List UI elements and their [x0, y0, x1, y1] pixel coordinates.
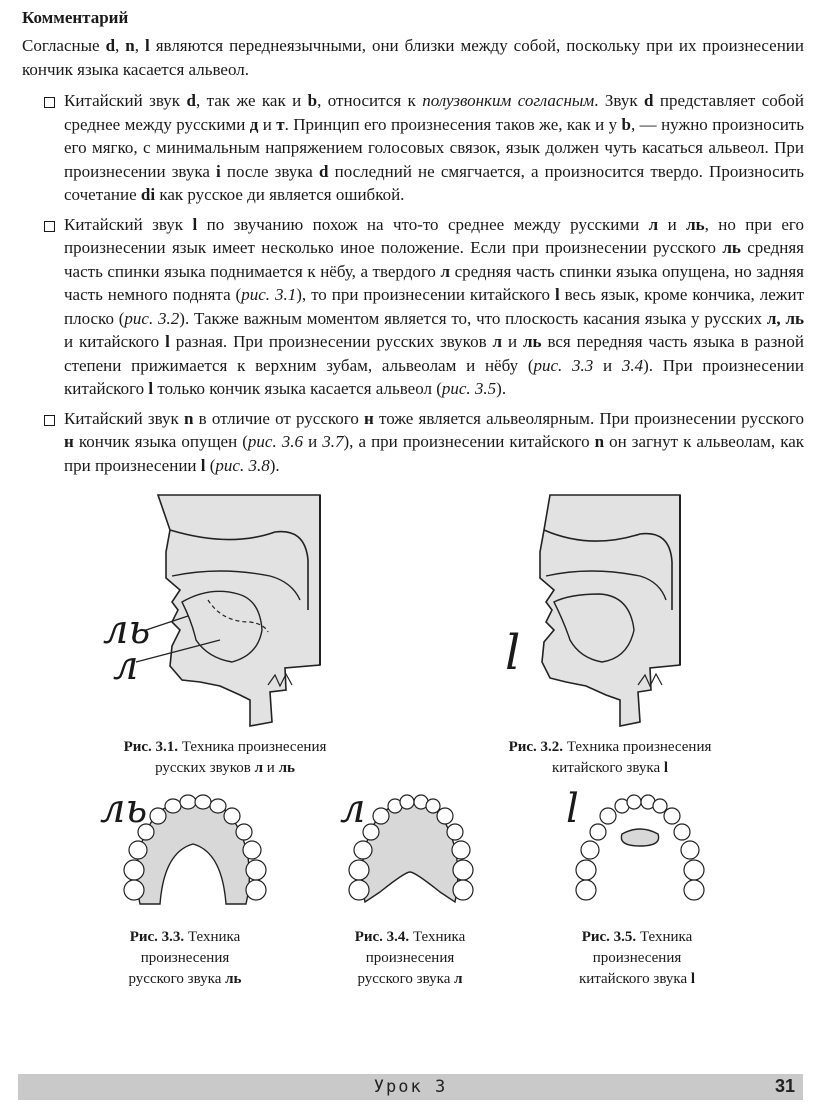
bullet-list	[22, 89, 804, 477]
caption-figure-3-4: Рис. 3.4. Техника произнесения русского звука л	[354, 929, 466, 987]
label-hard-l-palate: л	[340, 786, 366, 832]
bullet-item-l: Китайский звук l по звучанию похож на что-то среднее между русскими л и ль, но при его произнесении язык имеет несколько иное положение. Если при произнесении русского ль средняя часть спинки языка поднимается к нёбу, а твердого л средняя часть спинки языка опущена, но задняя часть немного поднята (рис. 3.1), то при произнесении китайского l весь язык, кроме кончика, лежит плоско (рис. 3.2). Также важным моментом является то, что плоскость касания языка у русских л, ль и китайского l разная. При произнесении русских звуков л и ль вся передняя часть языка в разной степени прижимается к верхним зубам, альвеолам и нёбу (рис. 3.3 и 3.4). При произнесении китайского l только кончик языка касается альвеол (рис. 3.5).	[22, 213, 804, 401]
checkbox-bullet-icon	[44, 97, 55, 108]
bullet-item-d: Китайский звук d, так же как и b, относится к полузвонким согласным. Звук d представляет собой среднее между русскими д и т. Принцип его произнесения таков же, как и у b, — нужно произносить его мягко, с минимальным напряжением голосовых связок, язык должен чуть касаться альвеол. При произнесении звука i после звука d последний не смягчается, а произносится твердо. Произносить сочетание di как русское ди является ошибкой.	[22, 89, 804, 207]
page-content	[22, 8, 804, 483]
label-soft-l-handwritten: ль	[103, 607, 151, 653]
page-footer	[18, 1074, 803, 1100]
lesson-label: Урок 3	[373, 1077, 448, 1097]
figure-3-2-head-diagram	[510, 490, 710, 730]
caption-figure-3-2: Рис. 3.2. Техника произнесения китайского звука l	[508, 739, 712, 776]
label-chinese-l-palate: l	[566, 786, 579, 832]
checkbox-bullet-icon	[44, 221, 55, 232]
caption-figure-3-3: Рис. 3.3. Техника произнесения русского звука ль	[128, 929, 242, 987]
intro-paragraph: Согласные d, n, l являются переднеязычными, они близки между собой, поскольку при их произнесении кончик языка касается альвеол.	[22, 36, 804, 79]
page-number: 31	[774, 1076, 795, 1096]
caption-figure-3-5: Рис. 3.5. Техника произнесения китайского звука l	[578, 929, 696, 987]
caption-figure-3-1: Рис. 3.1. Техника произнесения русских звуков л и ль	[123, 739, 327, 776]
label-soft-l-palate: ль	[100, 786, 148, 832]
label-hard-l-handwritten: л	[113, 643, 139, 689]
figure-3-5-palate-diagram	[570, 792, 710, 912]
section-heading: Комментарий	[22, 8, 129, 27]
checkbox-bullet-icon	[44, 415, 55, 426]
bullet-item-n: Китайский звук n в отличие от русского н тоже является альвеолярным. При произнесении русского н кончик языка опущен (рис. 3.6 и 3.7), а при произнесении китайского n он загнут к альвеолам, как при произнесении l (рис. 3.8).	[22, 407, 804, 478]
label-chinese-l-handwritten: l	[505, 625, 521, 681]
